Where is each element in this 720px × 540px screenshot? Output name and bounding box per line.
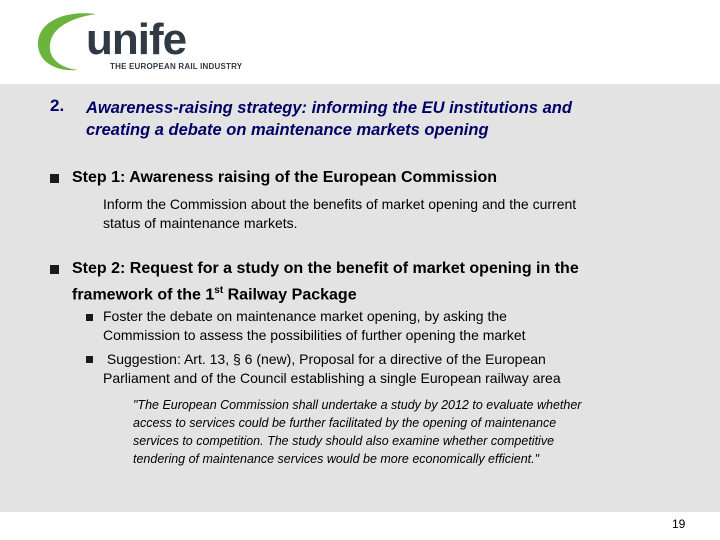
step2-title-line-2 [72, 280, 702, 306]
step2-sub-1 [103, 307, 703, 345]
step2-title [72, 258, 702, 306]
page-number: 19 [672, 517, 686, 531]
step1-body-line-1: Inform the Commission about the benefits of market opening and the current [103, 196, 577, 212]
heading-text [86, 97, 706, 141]
sub-bullet-1-icon [86, 314, 93, 321]
step2-sub-2 [103, 350, 703, 388]
step2-title-sup: st [214, 285, 224, 296]
step2-sub-1-line-1: Foster the debate on maintenance market opening, by asking the [103, 308, 507, 324]
step1-body [103, 195, 703, 233]
step2-sub-2-line-2: Parliament and of the Council establishing a single European railway area [103, 370, 561, 386]
step2-sub-1-line-2: Commission to assess the possibilities of further opening the market [103, 327, 526, 343]
quote-line-3: services to competition. The study should also examine whether competitive [133, 434, 555, 448]
logo-tagline: THE EUROPEAN RAIL INDUSTRY [110, 62, 243, 71]
sub-bullet-2-icon [86, 356, 93, 363]
step2-bullet-icon [50, 265, 59, 274]
step2-title-line-2-before: framework of the 1 [72, 286, 215, 304]
heading-number: 2. [50, 96, 65, 115]
step2-title-line-1: Step 2: Request for a study on the benefit of market opening in the [72, 260, 579, 277]
logo-wordmark: unife [86, 15, 187, 64]
directive-quote [133, 396, 693, 468]
step1-body-line-2: status of maintenance markets. [103, 215, 298, 231]
heading-line-2: creating a debate on maintenance markets opening [86, 121, 489, 139]
step2-title-line-2-after: Railway Package [223, 286, 357, 304]
step1-bullet-icon [50, 174, 59, 183]
step2-sub-2-line-1: Suggestion: Art. 13, § 6 (new), Proposal for a directive of the European [103, 351, 546, 367]
quote-line-2: access to services could be further facilitated by the opening of maintenance [133, 416, 557, 430]
unife-logo [34, 10, 264, 76]
step1-title: Step 1: Awareness raising of the European Commission [72, 169, 497, 186]
quote-line-1: "The European Commission shall undertake a study by 2012 to evaluate whether [133, 398, 582, 412]
heading-line-1: Awareness-raising strategy: informing the EU institutions and [86, 99, 572, 117]
quote-line-4: tendering of maintenance services would be more economically efficient." [133, 452, 540, 466]
footer [0, 512, 720, 540]
